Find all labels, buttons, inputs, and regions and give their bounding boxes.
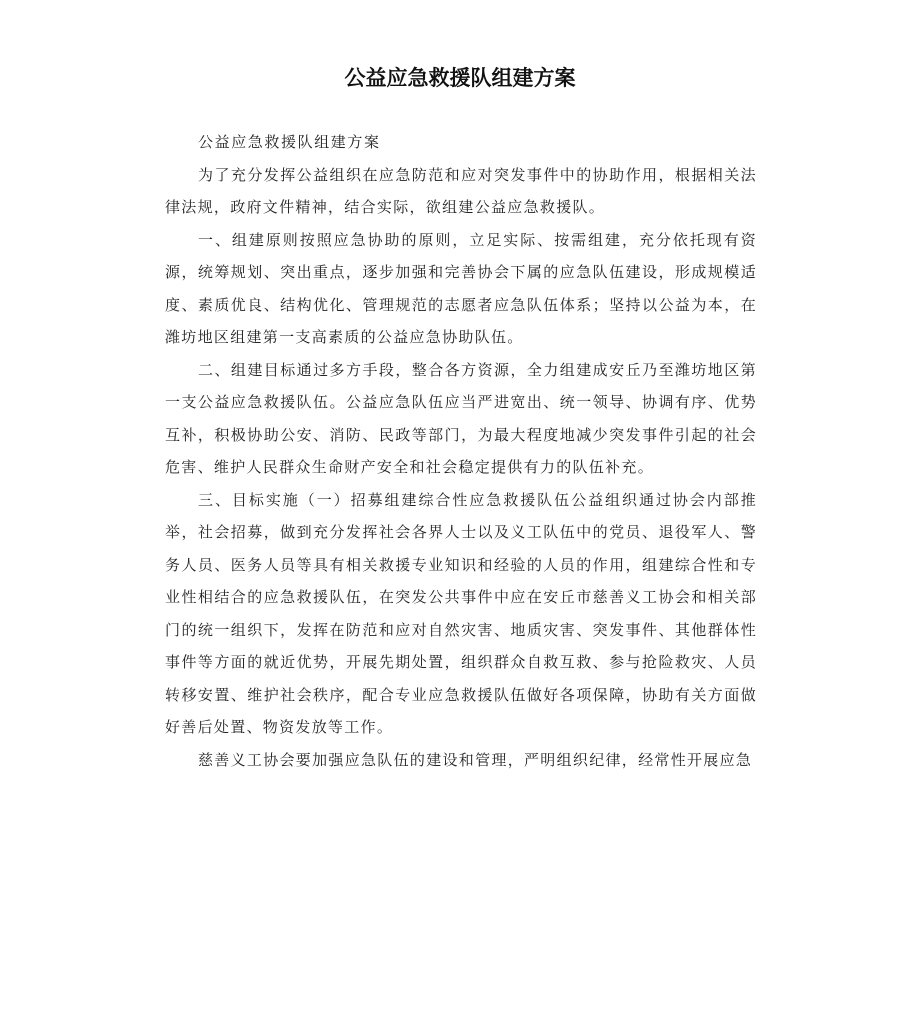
document-subtitle-paragraph: 公益应急救援队组建方案 [198, 133, 381, 151]
goal-paragraph: 二、组建目标通过多方手段，整合各方资源，全力组建成安丘乃至潍坊地区第一支公益应急救援队伍。公益应急队伍应当严进宽出、统一领导、协调有序、优势互补，积极协助公安、消防、民政等部门，为最大程度地减少突发事件引起的社会危害、维护人民群众生命财产安全和社会稳定提供有力的队伍补充。 [165, 360, 757, 476]
document-body [165, 126, 757, 776]
principle-paragraph: 一、组建原则按照应急协助的原则，立足实际、按需组建，充分依托现有资源，统筹规划、突出重点，逐步加强和完善协会下属的应急队伍建设，形成规模适度、素质优良、结构优化、管理规范的志愿者应急队伍体系；坚持以公益为本，在潍坊地区组建第一支高素质的公益应急协助队伍。 [165, 230, 757, 346]
management-paragraph: 慈善义工协会要加强应急队伍的建设和管理，严明组织纪律，经常性开展应急 [198, 750, 753, 769]
document-title: 公益应急救援队组建方案 [344, 66, 576, 90]
intro-paragraph: 为了充分发挥公益组织在应急防范和应对突发事件中的协助作用，根据相关法律法规，政府文件精神，结合实际，欲组建公益应急救援队。 [165, 165, 757, 216]
implementation-paragraph: 三、目标实施（一）招募组建综合性应急救援队伍公益组织通过协会内部推举，社会招募，做到充分发挥社会各界人士以及义工队伍中的党员、退役军人、警务人员、医务人员等具有相关救援专业知识和经验的人员的作用，组建综合性和专业性相结合的应急救援队伍，在突发公共事件中应在安丘市慈善义工协会和相关部门的统一组织下，发挥在防范和应对自然灾害、地质灾害、突发事件、其他群体性事件等方面的就近优势，开展先期处置，组织群众自救互救、参与抢险救灾、人员转移安置、维护社会秩序，配合专业应急救援队伍做好各项保障，协助有关方面做好善后处置、物资发放等工作。 [165, 490, 757, 736]
